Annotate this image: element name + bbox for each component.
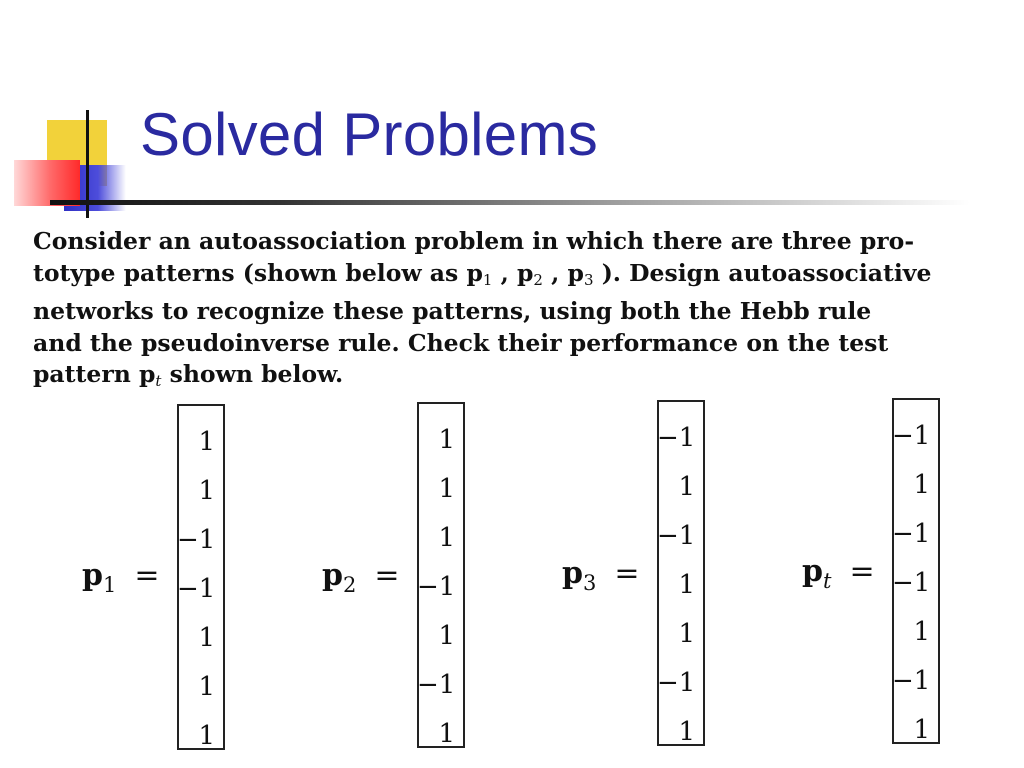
- matrix-entry: 1: [678, 619, 695, 649]
- vector-label-pt: $p_t$ =: [802, 554, 875, 593]
- title-underline: [50, 200, 970, 205]
- matrix-entry: −1: [892, 568, 931, 598]
- problem-statement: [33, 226, 1023, 398]
- matrix-entry: 1: [438, 621, 455, 651]
- matrix-entry: 1: [913, 715, 930, 745]
- matrix-entry: 1: [438, 523, 455, 553]
- matrix-entry: 1: [678, 472, 695, 502]
- matrix-entry: 1: [198, 721, 215, 751]
- vector-label-p1: $p_1$ =: [82, 558, 160, 597]
- matrix-entry: 1: [198, 623, 215, 653]
- matrix-entry: 1: [913, 617, 930, 647]
- matrix-entry: 1: [198, 427, 215, 457]
- matrix-entry: 1: [438, 474, 455, 504]
- matrix-entry: −1: [417, 572, 456, 602]
- matrix-entry: 1: [438, 719, 455, 749]
- matrix-entry: 1: [198, 672, 215, 702]
- vector-matrix-p2: [417, 402, 465, 748]
- matrix-entry: −1: [657, 423, 696, 453]
- slide-title: Solved Problems: [140, 101, 599, 168]
- problem-line-5: pattern pt shown below.: [33, 360, 344, 390]
- matrix-entry: −1: [657, 668, 696, 698]
- matrix-entry: −1: [657, 521, 696, 551]
- matrix-entry: 1: [198, 476, 215, 506]
- matrix-entry: −1: [417, 670, 456, 700]
- vector-matrix-p3: [657, 400, 705, 746]
- matrix-entry: −1: [177, 574, 216, 604]
- problem-line-4: and the pseudoinverse rule. Check their performance on the test: [33, 328, 889, 357]
- problem-line-1: Consider an autoassociation problem in which there are three pro-: [33, 227, 915, 255]
- matrix-entry: 1: [678, 717, 695, 747]
- matrix-entry: 1: [913, 470, 930, 500]
- vector-label-p3: $p_3$ =: [562, 556, 640, 595]
- matrix-entry: −1: [177, 525, 216, 555]
- matrix-entry: 1: [438, 425, 455, 455]
- vector-matrix-pt: [892, 398, 940, 744]
- vector-label-p2: $p_2$ =: [322, 558, 400, 597]
- vector-matrix-p1: [177, 404, 225, 750]
- matrix-entry: −1: [892, 421, 931, 451]
- problem-line-3: networks to recognize these patterns, using both the Hebb rule: [33, 297, 872, 325]
- matrix-entry: 1: [678, 570, 695, 600]
- problem-line-2: totype patterns (shown below as $p_1$ , $p_2$ , $p_3$ ). Design autoassociative: [33, 258, 932, 289]
- matrix-entry: −1: [892, 519, 931, 549]
- matrix-entry: −1: [892, 666, 931, 696]
